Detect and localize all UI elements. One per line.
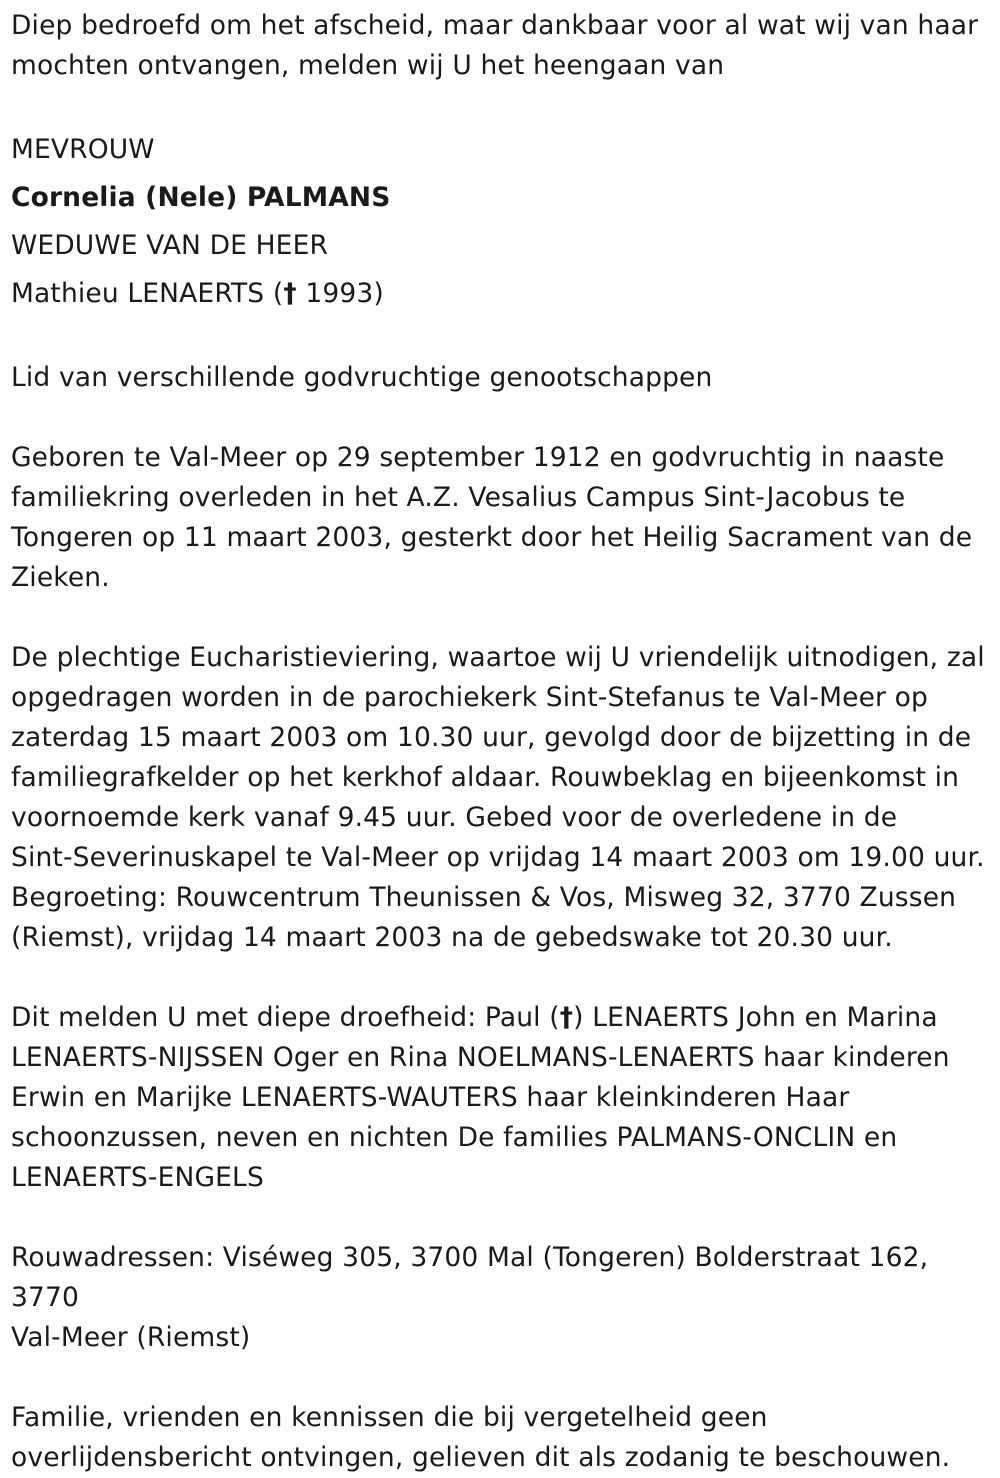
membership-paragraph: Lid van verschillende godvruchtige genootschappen xyxy=(11,362,713,393)
spouse-name: Mathieu LENAERTS ( xyxy=(11,278,284,309)
family-intro: Dit melden U met diepe droefheid: Paul ( xyxy=(11,1002,560,1033)
intro-paragraph: Diep bedroefd om het afscheid, maar dankbaar voor al wat wij van haar mochten ontvangen, melden wij U het heengaan van xyxy=(11,10,979,81)
spouse-death-year: 1993) xyxy=(296,278,384,309)
spouse-line xyxy=(11,270,991,318)
cross-icon: † xyxy=(559,1002,574,1033)
addresses-paragraph: Rouwadressen: Viséweg 305, 3700 Mal (Tongeren) Bolderstraat 162, 3770 Val-Meer (Riemst) xyxy=(11,1242,929,1353)
obituary-document xyxy=(11,6,991,1478)
family-paragraph xyxy=(11,998,991,1198)
family-members: ) LENAERTS John en Marina LENAERTS-NIJSSEN Oger en Rina NOELMANS-LENAERTS haar kinderen Erwin en Marijke LENAERTS-WAUTERS haar kleinkinderen Haar schoonzussen, neven en nichten De families PALMANS-ONCLIN en LENAERTS-ENGELS xyxy=(11,1002,950,1193)
ceremony-paragraph: De plechtige Eucharistieviering, waartoe wij U vriendelijk uitnodigen, zal opgedragen worden in de parochiekerk Sint-Stefanus te Val-Meer op zaterdag 15 maart 2003 om 10.30 uur, gevolgd door de bijzetting in de familiegrafkelder op het kerkhof aldaar. Rouwbeklag en bijeenkomst in voornoemde kerk vanaf 9.45 uur. Gebed voor de overledene in de Sint-Severinuskapel te Val-Meer op vrijdag 14 maart 2003 om 19.00 uur. Begroeting: Rouwcentrum Theunissen & Vos, Misweg 32, 3770 Zussen (Riemst), vrijdag 14 maart 2003 na de gebedswake tot 20.30 uur. xyxy=(11,642,985,953)
deceased-name: Cornelia (Nele) PALMANS xyxy=(11,182,391,213)
honorific-title: MEVROUW xyxy=(11,134,155,165)
widow-of-label: WEDUWE VAN DE HEER xyxy=(11,230,329,261)
closing-paragraph: Familie, vrienden en kennissen die bij vergetelheid geen overlijdensbericht ontvingen, gelieven dit als zodanig te beschouwen. xyxy=(11,1402,951,1473)
deceased-name-block xyxy=(11,126,991,318)
cross-icon: † xyxy=(283,278,297,309)
birth-death-paragraph: Geboren te Val-Meer op 29 september 1912 en godvruchtig in naaste familiekring overleden in het A.Z. Vesalius Campus Sint-Jacobus te Tongeren op 11 maart 2003, gesterkt door het Heilig Sacrament van de Zieken. xyxy=(11,442,973,593)
